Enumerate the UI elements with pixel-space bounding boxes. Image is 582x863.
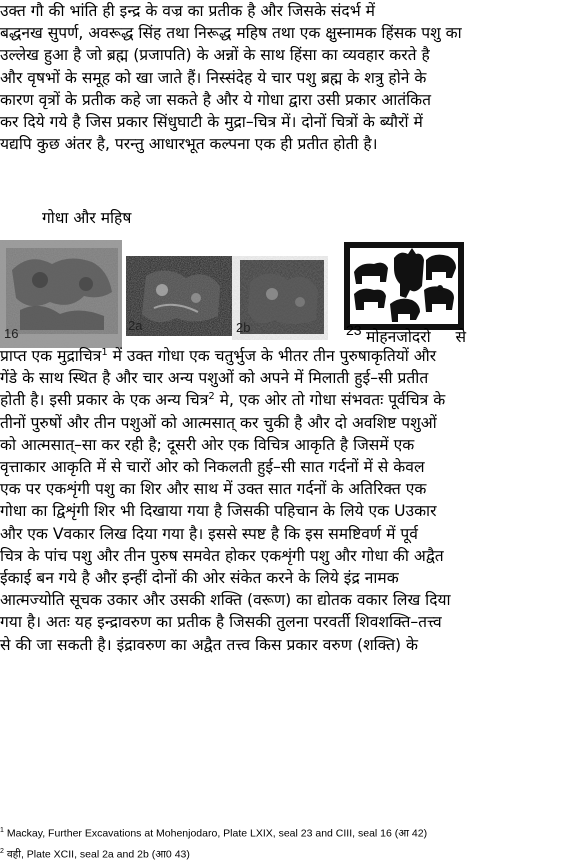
text-line: ईकाई बन गये है और इन्हीं दोनों की ओर संकेत करने के लिये इंद्र नामक	[0, 567, 578, 589]
text-segment: मे, एक ओर तो गोधा संभवतः पूर्वचित्र के	[215, 391, 446, 409]
paragraph-intro	[0, 0, 578, 155]
text-line: गेंडे के साथ स्थित है और चार अन्य पशुओं को अपने में मिलाती हुई–सी प्रतीत	[0, 367, 578, 389]
paragraph-main	[0, 345, 578, 656]
footnote-marker: 2	[208, 391, 214, 402]
footnotes	[0, 822, 582, 863]
text-line: और वृषभों के समूह को खा जाते हैं। निस्संदेह ये चार पशु ब्रह्म के शत्रु होने के	[0, 67, 578, 89]
seal-image-16	[0, 240, 122, 348]
footnote-text: वही, Plate XCII, seal 2a and 2b (आ0 43)	[7, 848, 190, 860]
caption-continuation: मोहनजोदरो से	[366, 325, 466, 347]
footnote-number: 2	[0, 848, 4, 855]
text-line: कारण वृत्रों के प्रतीक कहे जा सकते है और ये गोधा द्वारा उसी प्रकार आतंकित	[0, 89, 578, 111]
text-line: और एक ᐯवकार लिख दिया गया है। इससे स्पष्ट है कि इस समष्टिवर्ण में पूर्व	[0, 523, 578, 545]
text-line	[0, 345, 578, 367]
text-segment: में उक्त गोधा एक चतुर्भुज के भीतर तीन पुरुषाकृतियों और	[108, 347, 436, 365]
footnote-number: 1	[0, 827, 4, 834]
text-segment: प्राप्त एक मुद्राचित्र	[0, 347, 101, 365]
text-line: गया है। अतः यह इन्द्रावरुण का प्रतीक है जिसकी तुलना परवर्ती शिवशक्ति–तत्त्व	[0, 611, 578, 633]
seal-image-2a	[126, 256, 232, 336]
text-line: गोधा का द्विशृंगी शिर भी दिखाया गया है जिसकी पहिचान के लिये एक Uउकार	[0, 500, 578, 522]
text-line: चित्र के पांच पशु और तीन पुरुष समवेत होकर एकशृंगी पशु और गोधा की अद्वैत	[0, 545, 578, 567]
footnote-text: Mackay, Further Excavations at Mohenjodaro, Plate LXIX, seal 23 and CIII, seal 16 (आ 42)	[7, 828, 427, 840]
text-line: कर दिये गये है जिस प्रकार सिंधुघाटी के मुद्रा–चित्र में। दोनों चित्रों के ब्यौरों में	[0, 111, 578, 133]
text-line: वृत्ताकार आकृति में से चारों ओर को निकलती हुई–सी सात गर्दनों में से केवल	[0, 456, 578, 478]
text-line	[0, 389, 578, 411]
text-segment: होती है। इसी प्रकार के एक अन्य चित्र	[0, 391, 208, 409]
text-line: आत्मज्योति सूचक उकार और उसकी शक्ति (वरूण) का द्योतक वकार लिख दिया	[0, 589, 578, 611]
footnote-2	[0, 843, 582, 863]
text-line: तीनों पुरुषों और तीन पशुओं को आत्मसात् कर चुकी है और दो अवशिष्ट पशुओं	[0, 412, 578, 434]
figure-label: 16	[4, 326, 18, 341]
figure-label: 2a	[128, 318, 142, 333]
footnote-marker: 1	[101, 347, 107, 358]
text-line: उक्त गौ की भांति ही इन्द्र के वज्र का प्रतीक है और जिसके संदर्भ में	[0, 0, 578, 22]
seal-image-23	[340, 238, 468, 336]
text-line: एक पर एकशृंगी पशु का शिर और साथ में उक्त सात गर्दनों के अतिरिक्त एक	[0, 478, 578, 500]
figure-label: 2b	[236, 320, 250, 335]
text-line: को आत्मसात्–सा कर रही है; दूसरी ओर एक विचित्र आकृति है जिसमें एक	[0, 434, 578, 456]
seal-image-2b	[232, 256, 328, 340]
text-line: उल्लेख हुआ है जो ब्रह्म (प्रजापति) के अन्नों के साथ हिंसा का व्यवहार करते है	[0, 44, 578, 66]
footnote-1	[0, 822, 582, 843]
text-line: से की जा सकती है। इंद्रावरुण का अद्वैत तत्त्व किस प्रकार वरुण (शक्ति) के	[0, 634, 578, 656]
text-line: यद्यपि कुछ अंतर है, परन्तु आधारभूत कल्पना एक ही प्रतीत होती है।	[0, 133, 578, 155]
section-heading: गोधा और महिष	[42, 206, 131, 228]
figure-label: 23	[346, 322, 362, 338]
text-line: बद्धनख सुपर्ण, अवरूद्ध सिंह तथा निरूद्ध महिष तथा एक क्षुस्नामक हिंसक पशु का	[0, 22, 578, 44]
